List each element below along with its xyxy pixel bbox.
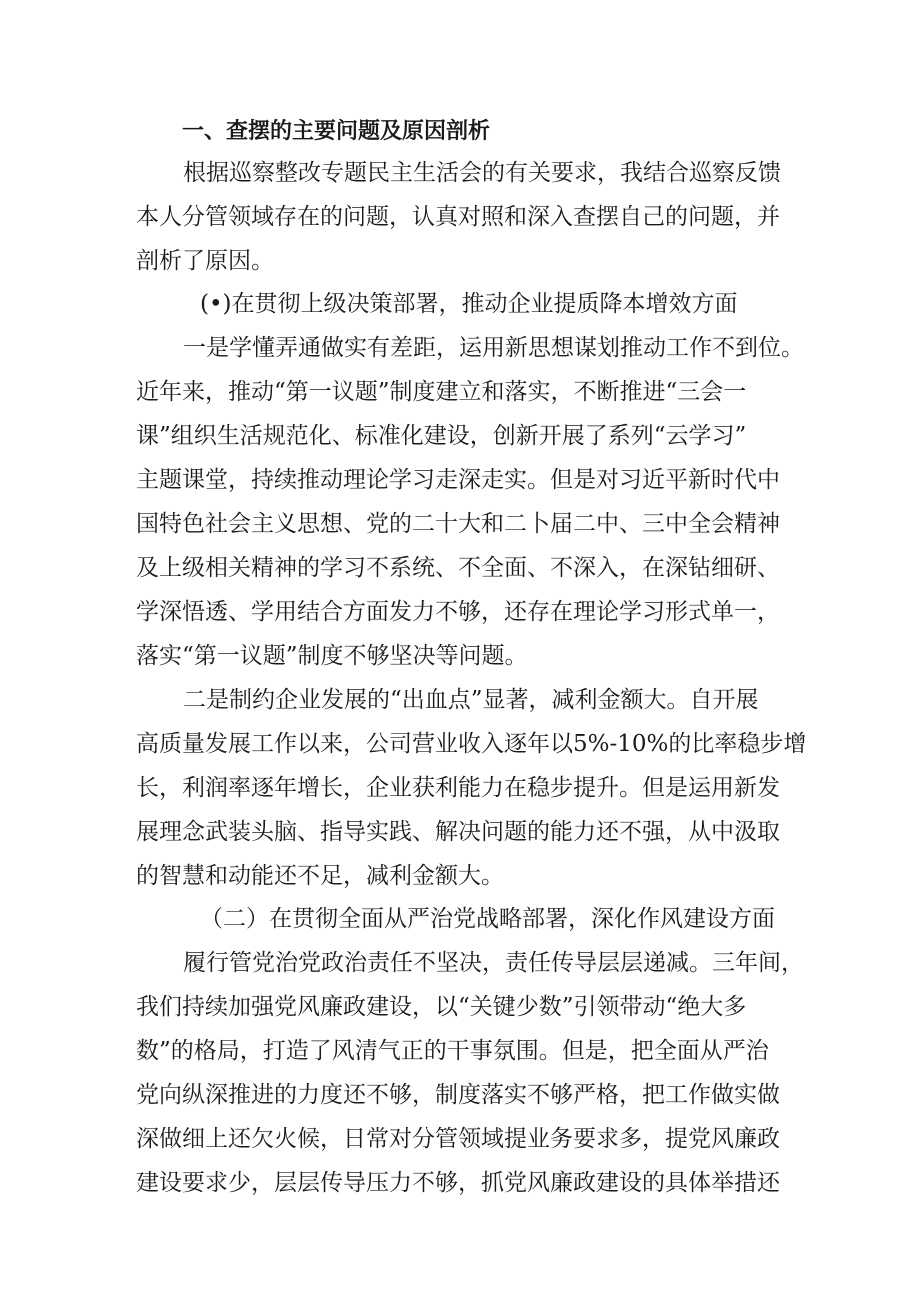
item2-line-4: 展理念武装头脑、指导实践、解决问题的能力还不强，从中汲取 [136, 819, 780, 845]
item3-line-4: 党向纵深推进的力度还不够，制度落实不够严格，把工作做实做 [136, 1082, 780, 1108]
subsection-title-1: (•)在贯彻上级决策部署，推动企业提质降本增效方面 [200, 291, 738, 317]
item2-line-2: 高质量发展工作以来，公司营业收入逐年以5%-10%的比率稳步增 [136, 731, 807, 757]
item1-line-3: 课”组织生活规范化、标准化建设，创新开展了系列“云学习” [136, 423, 747, 449]
item3-line-5: 深做细上还欠火候，日常对分管领域提业务要求多，提党风廉政 [136, 1126, 780, 1152]
item3-line-2: 我们持续加强党风廉政建设，以“关键少数”引领带动“绝大多 [136, 994, 747, 1020]
item2-line-1: 二是制约企业发展的“出血点”显著，减利金额大。自开展 [183, 687, 759, 713]
item3-line-6: 建设要求少，层层传导压力不够，抓党风廉政建设的具体举措还 [136, 1170, 780, 1196]
item1-line-2: 近年来，推动“第一议题”制度建立和落实，不断推进“三会一 [136, 379, 747, 405]
subsection-title-2: （二）在贯彻全面从严治党战略部署，深化作风建设方面 [200, 906, 775, 932]
intro-line-2: 本人分管领域存在的问题，认真对照和深入查摆自己的问题，并 [136, 204, 780, 230]
item1-line-5: 国特色社会主义思想、党的二十大和二卜届二中、三中全会精神 [136, 511, 780, 537]
item1-line-6: 及上级相关精神的学习不系统、不全面、不深入，在深钻细研、 [136, 555, 780, 581]
item3-line-3: 数”的格局，打造了风清气正的干事氛围。但是，把全面从严治 [136, 1038, 769, 1064]
item2-line-3: 长，利润率逐年增长，企业获利能力在稳步提升。但是运用新发 [136, 775, 780, 801]
intro-line-3: 剖析了原因。 [136, 248, 274, 274]
item1-line-8: 落实“第一议题”制度不够坚决等问题。 [136, 643, 528, 669]
item1-line-1: 一是学懂弄通做实有差距，运用新思想谋划推动工作不到位。 [183, 335, 804, 361]
item1-line-4: 主题课堂，持续推动理论学习走深走实。但是对习近平新时代中 [136, 467, 780, 493]
section-heading: 一、查摆的主要问题及原因剖析 [182, 119, 491, 144]
item1-line-7: 学深悟透、学用结合方面发力不够，还存在理论学习形式单一， [136, 599, 780, 625]
item3-line-1: 履行管党治党政治责任不坚决，责任传导层层递减。三年间， [183, 950, 804, 976]
intro-line-1: 根据巡察整改专题民主生活会的有关要求，我结合巡察反馈 [183, 160, 781, 186]
item2-line-5: 的智慧和动能还不足，减利金额大。 [136, 863, 504, 889]
